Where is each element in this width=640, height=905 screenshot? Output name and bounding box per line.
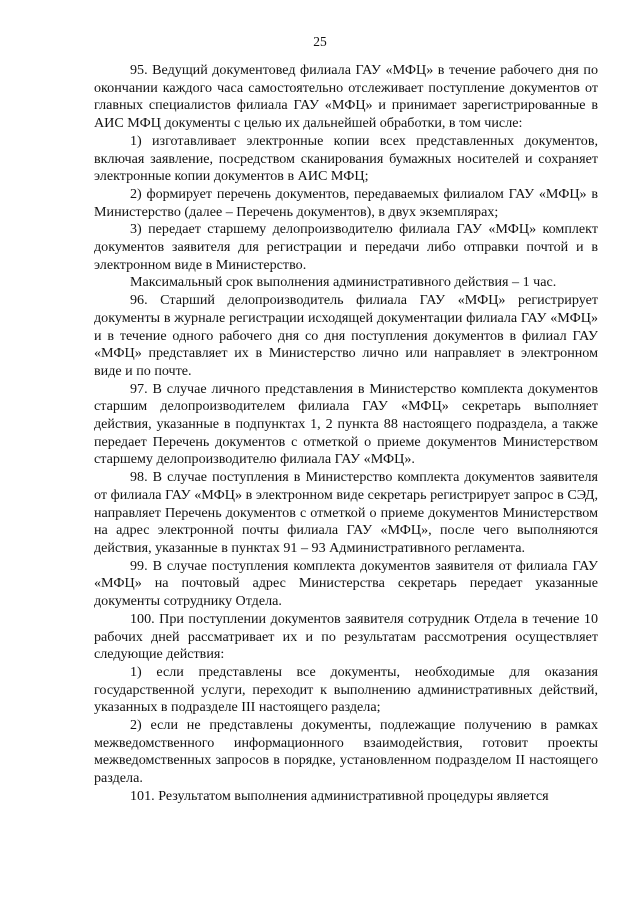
page-content	[94, 62, 598, 806]
paragraph-99: 99. В случае поступления комплекта документов заявителя от филиала ГАУ «МФЦ» на почтовый адрес Министерства секретарь передает указанные документы сотруднику Отдела.	[94, 557, 598, 610]
paragraph-100-item-2: 2) если не представлены документы, подлежащие получению в рамках межведомственного информационного взаимодействия, готовит проекты межведомственных запросов в порядке, установленном подразделом II настоящего раздела.	[94, 717, 598, 787]
paragraph-100-item-1: 1) если представлены все документы, необходимые для оказания государственной услуги, переходит к выполнению административных действий, указанных в подразделе III настоящего раздела;	[94, 663, 598, 716]
paragraph-95: 95. Ведущий документовед филиала ГАУ «МФЦ» в течение рабочего дня по окончании каждого часа самостоятельно отслеживает поступление документов от главных специалистов филиала ГАУ «МФЦ» и принимает зарегистрированные в АИС МФЦ документы с целью их дальнейшей обработки, в том числе:	[94, 62, 598, 132]
paragraph-98: 98. В случае поступления в Министерство комплекта документов заявителя от филиала ГАУ «МФЦ» в электронном виде секретарь регистрирует запрос в СЭД, направляет Перечень документов с отметкой о приеме документов Министерством на адрес электронной почты филиала ГАУ «МФЦ», после чего выполняются действия, указанные в пунктах 91 – 93 Административного регламента.	[94, 469, 598, 556]
paragraph-95-max-time: Максимальный срок выполнения административного действия – 1 час.	[130, 274, 557, 291]
paragraph-97: 97. В случае личного представления в Министерство комплекта документов старшим делопроизводителем филиала ГАУ «МФЦ» секретарь выполняет действия, указанные в подпунктах 1, 2 пункта 88 настоящего подраздела, а также передает Перечень документов с отметкой о приеме документов Министерством старшему делопроизводителю филиала ГАУ «МФЦ».	[94, 380, 598, 468]
paragraph-95-item-3: 3) передает старшему делопроизводителю филиала ГАУ «МФЦ» комплект документов заявителя для регистрации и передачи либо отправки почтой и в электронном виде в Министерство.	[94, 221, 598, 273]
paragraph-96: 96. Старший делопроизводитель филиала ГАУ «МФЦ» регистрирует документы в журнале регистрации исходящей документации филиала ГАУ «МФЦ» и в течение одного рабочего дня со дня поступления документов в филиал ГАУ «МФЦ» представляет их в Министерство лично или направляет в электронном виде и по почте.	[94, 292, 598, 379]
page-number: 25	[313, 34, 327, 49]
paragraph-95-item-1: 1) изготавливает электронные копии всех представленных документов, включая заявление, посредством сканирования бумажных носителей и сохраняет электронные копии документов в АИС МФЦ;	[94, 132, 598, 185]
paragraph-100: 100. При поступлении документов заявителя сотрудник Отдела в течение 10 рабочих дней рассматривает их и по результатам рассмотрения осуществляет следующие действия:	[94, 610, 598, 663]
paragraph-95-item-2: 2) формирует перечень документов, передаваемых филиалом ГАУ «МФЦ» в Министерство (далее – Перечень документов), в двух экземплярах;	[94, 185, 598, 220]
paragraph-101: 101. Результатом выполнения административной процедуры является	[130, 787, 549, 804]
